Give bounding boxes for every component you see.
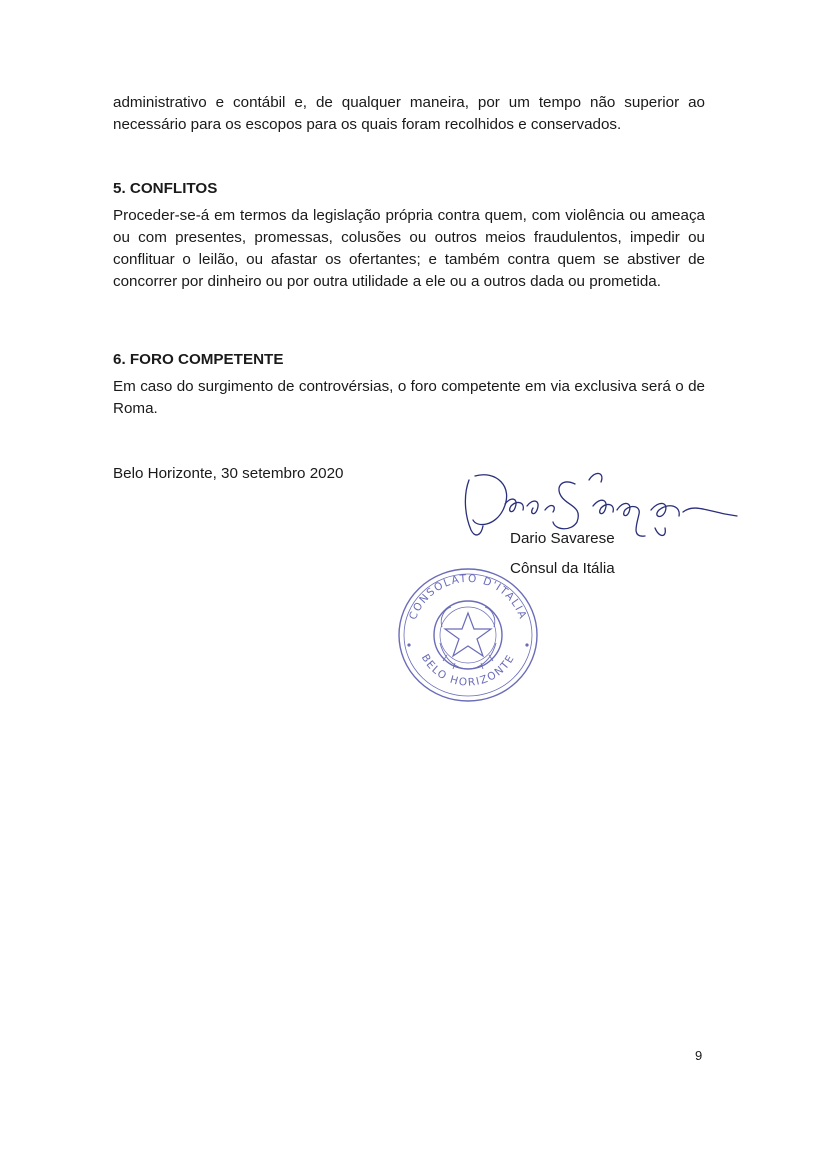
intro-paragraph: administrativo e contábil e, de qualquer maneira, por um tempo não superior ao necessário para os escopos para os quais foram recolhidos e conservados.: [113, 94, 705, 133]
seal-top-text: CONSOLATO D'ITALIA: [407, 572, 529, 622]
place-date: Belo Horizonte, 30 setembro 2020: [113, 465, 344, 482]
signatory-name: Dario Savarese: [510, 530, 615, 547]
page-number: 9: [695, 1048, 703, 1063]
section-6-body: Em caso do surgimento de controvérsias, o foro competente em via exclusiva será o de Roma.: [113, 378, 705, 417]
section-5-body: Proceder-se-á em termos da legislação própria contra quem, com violência ou ameaça ou com presentes, promessas, colusões ou outros meios fraudulentos, impedir ou conflituar o leilão, ou afastar os ofertantes; e também contra quem se abstiver de concorrer por dinheiro ou por outra utilidade a ele ou a outros dada ou prometida.: [113, 207, 705, 290]
signatory-title: Cônsul da Itália: [510, 560, 615, 577]
seal-bottom-text: BELO HORIZONTE: [418, 652, 518, 689]
consulate-seal-stamp: [395, 565, 541, 705]
section-5-heading: 5. CONFLITOS: [113, 180, 218, 197]
section-6-heading: 6. FORO COMPETENTE: [113, 351, 284, 368]
